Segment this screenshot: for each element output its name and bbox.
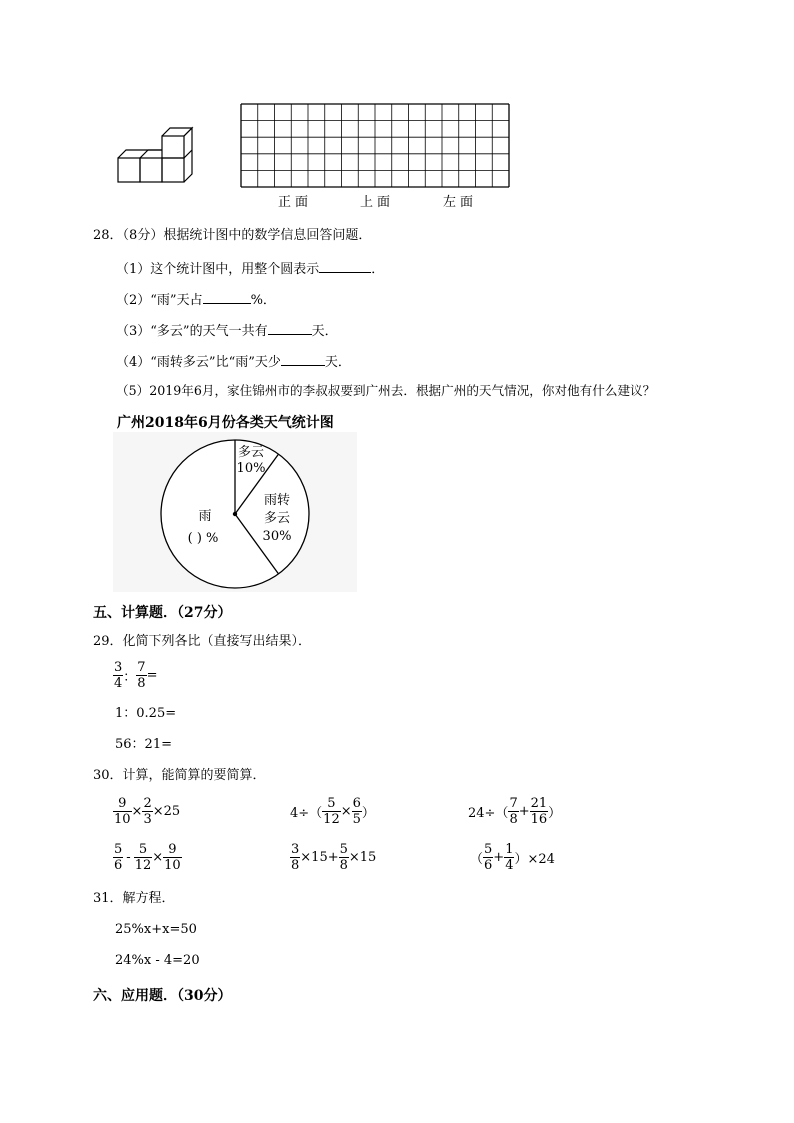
denominator: 4 [505, 858, 514, 873]
q28-item-3 [116, 320, 338, 341]
numerator: 5 [134, 842, 153, 858]
pie-slice-label: 雨 [198, 509, 212, 524]
operator: ） [548, 806, 562, 821]
numerator: 9 [113, 796, 132, 812]
numerator: 2 [143, 796, 152, 811]
operator: ×25 [152, 804, 181, 819]
cube-solid-drawing [112, 124, 202, 186]
denominator: 4 [114, 676, 123, 691]
pie-slice-label: 10% [236, 461, 266, 476]
fraction [504, 842, 514, 873]
pie-center [233, 512, 237, 516]
denominator: 6 [484, 858, 493, 873]
colon: ： [123, 670, 137, 685]
denominator: 5 [352, 812, 361, 827]
operator: ×15 [348, 850, 377, 865]
q28-item-1-text: （1）这个统计图中，用整个圆表示 [116, 262, 320, 277]
denominator: 8 [291, 858, 300, 873]
q28-item-3-end: 天． [311, 324, 338, 339]
numerator: 3 [114, 660, 123, 675]
fraction [339, 842, 349, 873]
operator: + [518, 804, 530, 819]
numerator: 3 [291, 842, 300, 857]
denominator: 3 [143, 812, 152, 827]
fraction [352, 796, 362, 827]
operator: ）×24 [514, 852, 555, 867]
q30-expr-2 [290, 796, 375, 827]
q28-item-3-text: （3）“多云”的天气一共有 [116, 324, 268, 339]
q31-eq-2: 24%x - 4=20 [115, 953, 200, 968]
pie-slice-label: 多云 [263, 511, 291, 526]
numerator: 9 [163, 842, 182, 858]
q29-expr-3: 56：21= [115, 737, 172, 752]
view-label-front: 正面 [278, 195, 313, 210]
fraction [530, 796, 549, 827]
denominator: 10 [164, 858, 181, 873]
denominator: 8 [339, 858, 348, 873]
section-5-title: 五、计算题．（27分） [93, 605, 232, 621]
pie-slice-label: ( ) % [187, 531, 219, 546]
operator: + [493, 850, 505, 865]
operator: ） [361, 806, 375, 821]
pie-slice-label: 雨转 [263, 493, 291, 508]
fraction [113, 796, 132, 827]
fraction [113, 660, 123, 691]
q28-item-5: （5）2019年6月，家住锦州市的李叔叔要到广州去．根据广州的天气情况，你对他有什么建议？ [116, 383, 656, 398]
denominator: 10 [114, 812, 131, 827]
q28-item-2-end: %． [250, 293, 276, 308]
fraction [136, 660, 146, 691]
pie-slice-label: 30% [262, 529, 292, 544]
numerator: 5 [322, 796, 341, 812]
numerator: 5 [484, 842, 493, 857]
cube-solid-figure [112, 124, 202, 186]
answer-blank-4[interactable] [281, 351, 325, 366]
q28-item-2-text: （2）“雨”天占 [116, 293, 203, 308]
operator: 4÷（ [290, 806, 323, 821]
q29-expr-2: 1：0.25= [115, 706, 177, 721]
q31-stem: 31．解方程． [93, 891, 175, 906]
fraction [163, 842, 182, 873]
denominator: 6 [114, 858, 123, 873]
q28-item-1 [116, 258, 384, 279]
answer-blank-2[interactable] [203, 289, 251, 304]
q30-expr-6 [470, 842, 555, 873]
denominator: 12 [323, 812, 340, 827]
operator: （ [470, 852, 484, 867]
denominator: 12 [134, 858, 152, 873]
q29-stem: 29．化简下列各比（直接写出结果）． [93, 634, 312, 649]
q29-expr-1 [113, 660, 157, 691]
q28-item-1-end: ． [371, 262, 385, 277]
grid-drawing [240, 103, 512, 191]
answer-blank-3[interactable] [268, 320, 312, 335]
numerator: 5 [339, 842, 348, 857]
chart-title: 广州2018年6月份各类天气统计图 [117, 415, 334, 431]
operator: × [152, 850, 164, 865]
numerator: 7 [137, 660, 146, 675]
fraction [322, 796, 341, 827]
denominator: 8 [137, 676, 146, 691]
numerator: 7 [509, 796, 518, 811]
view-grid [240, 103, 512, 195]
numerator: 1 [505, 842, 514, 857]
q28-stem: 28．（8分）根据统计图中的数学信息回答问题． [93, 228, 372, 243]
operator: 24÷（ [468, 806, 509, 821]
denominator: 8 [509, 812, 518, 827]
numerator: 5 [114, 842, 123, 857]
fraction [142, 796, 152, 827]
equals: = [146, 668, 158, 683]
pie-slice-label: 多云 [237, 445, 265, 460]
fraction [134, 842, 153, 873]
q30-stem: 30．计算，能简算的要简算． [93, 768, 266, 783]
answer-blank-1[interactable] [319, 258, 371, 273]
denominator: 16 [530, 812, 548, 827]
operator: ×15+ [300, 850, 339, 865]
q31-eq-1: 25%x+x=50 [115, 922, 197, 937]
q30-expr-1 [113, 796, 180, 827]
pie-chart [113, 432, 357, 592]
q28-item-4 [116, 351, 351, 372]
fraction [113, 842, 123, 873]
q30-expr-5 [290, 842, 376, 873]
operator: × [340, 804, 352, 819]
section-6-title: 六、应用题．（30分） [93, 988, 232, 1004]
q30-expr-3 [468, 796, 561, 827]
q30-expr-4 [113, 842, 182, 873]
view-label-top: 上面 [360, 195, 395, 210]
fraction [483, 842, 493, 873]
numerator: 6 [352, 796, 361, 811]
fraction [290, 842, 300, 873]
operator: - [126, 850, 131, 865]
q28-item-4-end: 天． [324, 355, 351, 370]
numerator: 21 [530, 796, 548, 811]
operator: × [131, 804, 143, 819]
q28-item-4-text: （4）“雨转多云”比“雨”天少 [116, 355, 281, 370]
fraction [508, 796, 518, 827]
q28-item-2 [116, 289, 276, 310]
pie-chart-svg [113, 432, 357, 592]
view-label-left: 左面 [443, 195, 478, 210]
